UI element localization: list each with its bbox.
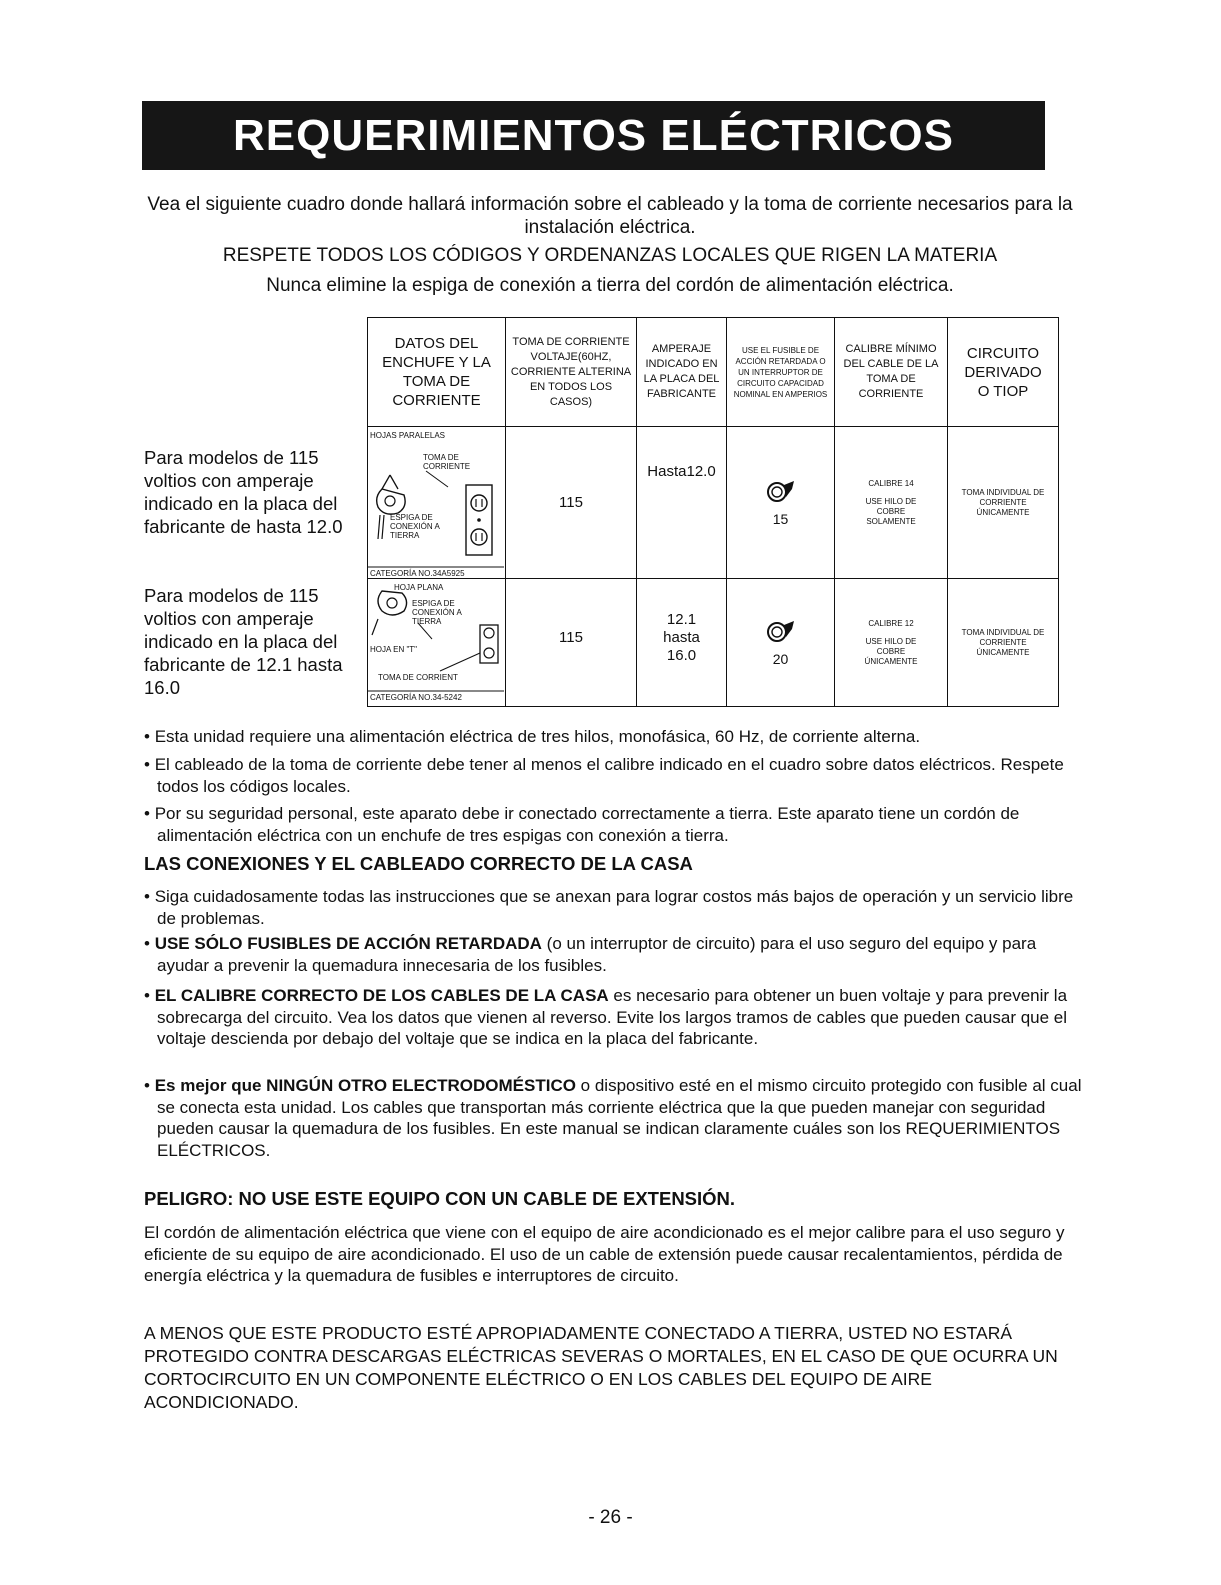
plug-diagram-cell xyxy=(368,579,506,707)
voltage-cell: 115 xyxy=(506,579,637,707)
list-item: • Es mejor que NINGÚN OTRO ELECTRODOMÉSTICO o dispositivo esté en el mismo circuito protegido con fusible al cual se conecta esta unidad. Los cables que transportan más corriente eléctrica que la que pueden manejar con seguridad pueden causar la quemadura de los fusibles. En este manual se indican claramente cuáles son los REQUERIMIENTOS ELÉCTRICOS. xyxy=(144,1076,1082,1160)
circuit-cell: TOMA INDIVIDUAL DE CORRIENTE ÚNICAMENTE xyxy=(948,427,1059,579)
ground-warning: A MENOS QUE ESTE PRODUCTO ESTÉ APROPIADAMENTE CONECTADO A TIERRA, USTED NO ESTARÁ PROTEGIDO CONTRA DESCARGAS ELÉCTRICAS SEVERAS O MORTALES, EN EL CASO DE QUE OCURRA UN CORTOCIRCUITO EN UN COMPONENTE ELÉCTRICO O EN LOS CABLES DEL EQUIPO DE AIRE ACONDICIONADO. xyxy=(144,1323,1058,1412)
table-row xyxy=(368,579,1059,707)
list-item: • El cableado de la toma de corriente debe tener al menos el calibre indicado en el cuadro sobre datos eléctricos. Respete todos los códigos locales. xyxy=(144,755,1064,796)
plug-diagram-cell xyxy=(368,427,506,579)
circuit-cell: TOMA INDIVIDUAL DE CORRIENTE ÚNICAMENTE xyxy=(948,579,1059,707)
page-number: - 26 - xyxy=(588,1507,633,1528)
header-voltage: TOMA DE CORRIENTE VOLTAJE(60HZ, CORRIENTE ALTERINA EN TODOS LOS CASOS) xyxy=(506,318,637,427)
list-item: • EL CALIBRE CORRECTO DE LOS CABLES DE LA CASA es necesario para obtener un buen voltaje y para prevenir la sobrecarga del circuito. Vea los datos que vienen al reverso. Evite los largos tramos de cables que pueden causar que el voltaje descienda por debajo del voltaje que se indica en la placa del fabricante. xyxy=(144,986,1068,1048)
table-header-row xyxy=(368,318,1059,427)
fuse-cell: 20 xyxy=(727,579,835,707)
gauge-cell: CALIBRE 14 USE HILO DE COBRE SOLAMENTE xyxy=(835,427,948,579)
header-gauge: CALIBRE MÍNIMO DEL CABLE DE LA TOMA DE CORRIENTE xyxy=(835,318,948,427)
danger-paragraph: El cordón de alimentación eléctrica que viene con el equipo de aire acondicionado es el mejor calibre para el uso seguro y eficiente de su equipo de aire acondicionado. El uso de un cable de extensión puede causar recalentamientos, pérdida de energía eléctrica y la quemadura de fusibles e interruptores de circuito. xyxy=(144,1223,1065,1285)
section-heading-danger: PELIGRO: NO USE ESTE EQUIPO CON UN CABLE DE EXTENSIÓN. xyxy=(144,1188,736,1209)
plug-outlet-icon xyxy=(368,427,504,578)
header-amperage: AMPERAJE INDICADO EN LA PLACA DEL FABRICANTE xyxy=(637,318,727,427)
gauge-cell: CALIBRE 12 USE HILO DE COBRE ÚNICAMENTE xyxy=(835,579,948,707)
fuse-icon xyxy=(766,479,796,505)
voltage-cell: 115 xyxy=(506,427,637,579)
model-label-2: Para modelos de 115 voltios con amperaje indicado en la placa del fabricante de 12.1 hasta 16.0 xyxy=(144,585,343,698)
t-blade-plug-diagram: HOJA PLANA ESPIGA DE CONEXIÓN A TIERRA HOJA EN "T" TOMA DE CORRIENT CATEGORÍA NO.34-5242 xyxy=(368,579,504,706)
amperage-cell: 12.1 hasta 16.0 xyxy=(637,579,727,707)
header-circuit: CIRCUITO DERIVADO O TIOP xyxy=(948,318,1059,427)
three-prong-plug-diagram: HOJAS PARALELAS TOMA DE CORRIENTE ESPIGA DE CONEXIÓN A TIERRA CATEGORÍA NO.34A5925 xyxy=(368,427,504,578)
section-heading-wiring: LAS CONEXIONES Y EL CABLEADO CORRECTO DE LA CASA xyxy=(144,853,693,874)
model-label-1: Para modelos de 115 voltios con amperaje indicado en la placa del fabricante de hasta 12.0 xyxy=(144,447,343,537)
list-item: • Esta unidad requiere una alimentación eléctrica de tres hilos, monofásica, 60 Hz, de corriente alterna. xyxy=(144,727,921,746)
fuse-icon xyxy=(766,619,796,645)
list-item: • Siga cuidadosamente todas las instrucciones que se anexan para lograr costos más bajos de operación y un servicio libre de problemas. xyxy=(144,887,1074,928)
fuse-cell: 15 xyxy=(727,427,835,579)
amperage-cell: Hasta12.0 xyxy=(637,427,727,579)
list-item: • Por su seguridad personal, este aparato debe ir conectado correctamente a tierra. Este aparato tiene un cordón de alimentación eléctrica con un enchufe de tres espigas con conexión a tierra. xyxy=(144,804,1020,845)
codes-notice: RESPETE TODOS LOS CÓDIGOS Y ORDENANZAS LOCALES QUE RIGEN LA MATERIA xyxy=(222,245,998,266)
intro-text: Vea el siguiente cuadro donde hallará información sobre el cableado y la toma de corriente necesarios para la instalación eléctrica. xyxy=(147,194,1073,238)
header-plug: DATOS DEL ENCHUFE Y LA TOMA DE CORRIENTE xyxy=(368,318,506,427)
page-title-banner: REQUERIMIENTOS ELÉCTRICOS xyxy=(142,101,1045,170)
table-row xyxy=(368,427,1059,579)
ground-notice: Nunca elimine la espiga de conexión a tierra del cordón de alimentación eléctrica. xyxy=(266,275,954,296)
header-fuse: USE EL FUSIBLE DE ACCIÓN RETARDADA O UN INTERRUPTOR DE CIRCUITO CAPACIDAD NOMINAL EN AMPERIOS xyxy=(727,318,835,427)
list-item: • USE SÓLO FUSIBLES DE ACCIÓN RETARDADA (o un interruptor de circuito) para el uso seguro del equipo y para ayudar a prevenir la quemadura innecesaria de los fusibles. xyxy=(144,934,1037,975)
electrical-data-table xyxy=(367,317,1059,707)
